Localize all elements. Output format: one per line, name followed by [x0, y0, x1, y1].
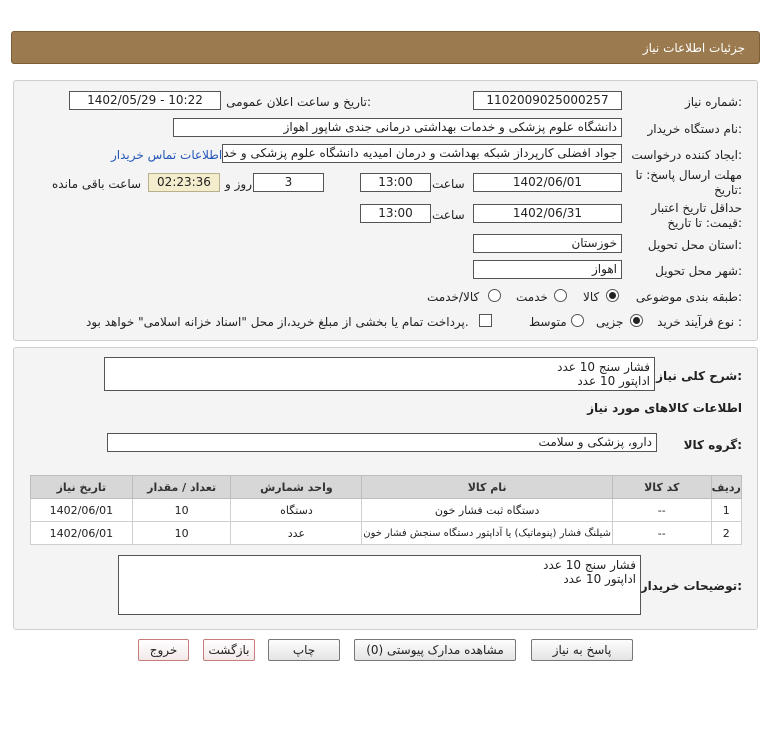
validity-label-2: قیمت: تا تاریخ: [667, 216, 742, 230]
province-field[interactable]: خوزستان [473, 234, 622, 253]
print-button[interactable]: چاپ [268, 639, 340, 661]
cell-quantity: 10 [132, 499, 231, 522]
cell-unit: عدد [231, 522, 362, 545]
province-label: استان محل تحویل: [647, 238, 742, 252]
process-minor-radio[interactable] [630, 314, 643, 327]
city-label: شهر محل تحویل: [655, 264, 742, 278]
buyer-notes-line-2: اداپتور 10 عدد [563, 572, 636, 586]
category-goods-label: کالا [583, 290, 600, 304]
cell-quantity: 10 [132, 522, 231, 545]
announce-field[interactable]: 1402/05/29 - 10:22 [69, 91, 221, 110]
summary-line-1: فشار سنج 10 عدد [557, 360, 650, 374]
cell-row-number: 2 [711, 522, 741, 545]
buyer-notes-label: توضیحات خریدار: [640, 579, 742, 593]
header-quantity: تعداد / مقدار [132, 476, 231, 499]
validity-date-field[interactable]: 1402/06/31 [473, 204, 622, 223]
goods-table-header [31, 476, 742, 499]
header-item-code: کد کالا [612, 476, 711, 499]
remaining-timer: 02:23:36 [148, 173, 220, 192]
cell-item-code: -- [612, 522, 711, 545]
deadline-time-field[interactable]: 13:00 [360, 173, 431, 192]
remaining-label: ساعت باقی مانده [52, 177, 142, 191]
page-title: جزئیات اطلاعات نیاز [642, 41, 745, 55]
back-button[interactable]: بازگشت [203, 639, 255, 661]
goods-table [30, 475, 742, 545]
need-number-field[interactable]: 1102009025000257 [473, 91, 622, 110]
creator-label: ایجاد کننده درخواست: [631, 148, 742, 162]
buyer-contact-link[interactable]: اطلاعات تماس خریدار [111, 148, 223, 162]
process-medium-label: متوسط [529, 315, 567, 329]
goods-section-title: اطلاعات کالاهای مورد نیاز [587, 401, 742, 415]
process-minor-label: جزیی [596, 315, 624, 329]
validity-time-label: ساعت [432, 208, 465, 222]
deadline-label: مهلت ارسال پاسخ: تا [635, 168, 742, 182]
header-row-number: ردیف [711, 476, 741, 499]
process-label: نوع فرآیند خرید : [657, 315, 742, 329]
category-label: طبقه بندی موضوعی: [635, 290, 742, 304]
deadline-label-2: تاریخ: [714, 183, 742, 197]
reply-button[interactable]: پاسخ به نیاز [531, 639, 633, 661]
summary-label: شرح کلی نیاز: [656, 369, 742, 383]
exit-button[interactable]: خروج [138, 639, 189, 661]
category-service-label: خدمت [516, 290, 548, 304]
category-service-radio[interactable] [554, 289, 567, 302]
goods-group-label: گروه کالا: [683, 438, 742, 452]
process-medium-radio[interactable] [571, 314, 584, 327]
table-row [31, 499, 742, 522]
buyer-notes-textbox[interactable] [118, 555, 641, 615]
header-item-name: نام کالا [362, 476, 613, 499]
days-word: روز و [225, 177, 252, 191]
treasury-payment-note: پرداخت تمام یا بخشی از مبلغ خرید،از محل "اسناد خزانه اسلامی" خواهد بود. [86, 315, 469, 329]
buyer-org-label: نام دستگاه خریدار: [647, 122, 742, 136]
creator-field[interactable]: جواد افضلی کارپرداز شبکه بهداشت و درمان امیدیه دانشگاه علوم پزشکی و خد [222, 144, 622, 163]
cell-need-date: 1402/06/01 [31, 522, 133, 545]
attachments-button[interactable]: مشاهده مدارک پیوستی (0) [354, 639, 516, 661]
cell-row-number: 1 [711, 499, 741, 522]
summary-textbox[interactable] [104, 357, 655, 391]
deadline-time-label: ساعت [432, 177, 465, 191]
city-field[interactable]: اهواز [473, 260, 622, 279]
announce-label: تاریخ و ساعت اعلان عمومی: [226, 95, 371, 109]
cell-item-name: شیلنگ فشار (پنوماتیک) یا آداپتور دستگاه سنجش فشار خون [362, 522, 613, 545]
cell-item-code: -- [612, 499, 711, 522]
buyer-notes-line-1: فشار سنج 10 عدد [543, 558, 636, 572]
buyer-org-field[interactable]: دانشگاه علوم پزشکی و خدمات بهداشتی درمانی جندی شاپور اهواز [173, 118, 622, 137]
table-row [31, 522, 742, 545]
category-goods-service-label: کالا/خدمت [427, 290, 480, 304]
header-unit: واحد شمارش [231, 476, 362, 499]
cell-item-name: دستگاه ثبت فشار خون [362, 499, 613, 522]
treasury-payment-checkbox[interactable] [479, 314, 492, 327]
validity-time-field[interactable]: 13:00 [360, 204, 431, 223]
cell-unit: دستگاه [231, 499, 362, 522]
need-number-label: شماره نیاز: [684, 95, 742, 109]
deadline-date-field[interactable]: 1402/06/01 [473, 173, 622, 192]
header-need-date: تاریخ نیاز [31, 476, 133, 499]
goods-group-field[interactable]: دارو، پزشکی و سلامت [107, 433, 657, 452]
days-field[interactable]: 3 [253, 173, 324, 192]
category-goods-radio[interactable] [606, 289, 619, 302]
title-bar [11, 31, 760, 64]
validity-label: حداقل تاریخ اعتبار [651, 201, 742, 215]
cell-need-date: 1402/06/01 [31, 499, 133, 522]
category-goods-service-radio[interactable] [488, 289, 501, 302]
summary-line-2: اداپتور 10 عدد [577, 374, 650, 388]
